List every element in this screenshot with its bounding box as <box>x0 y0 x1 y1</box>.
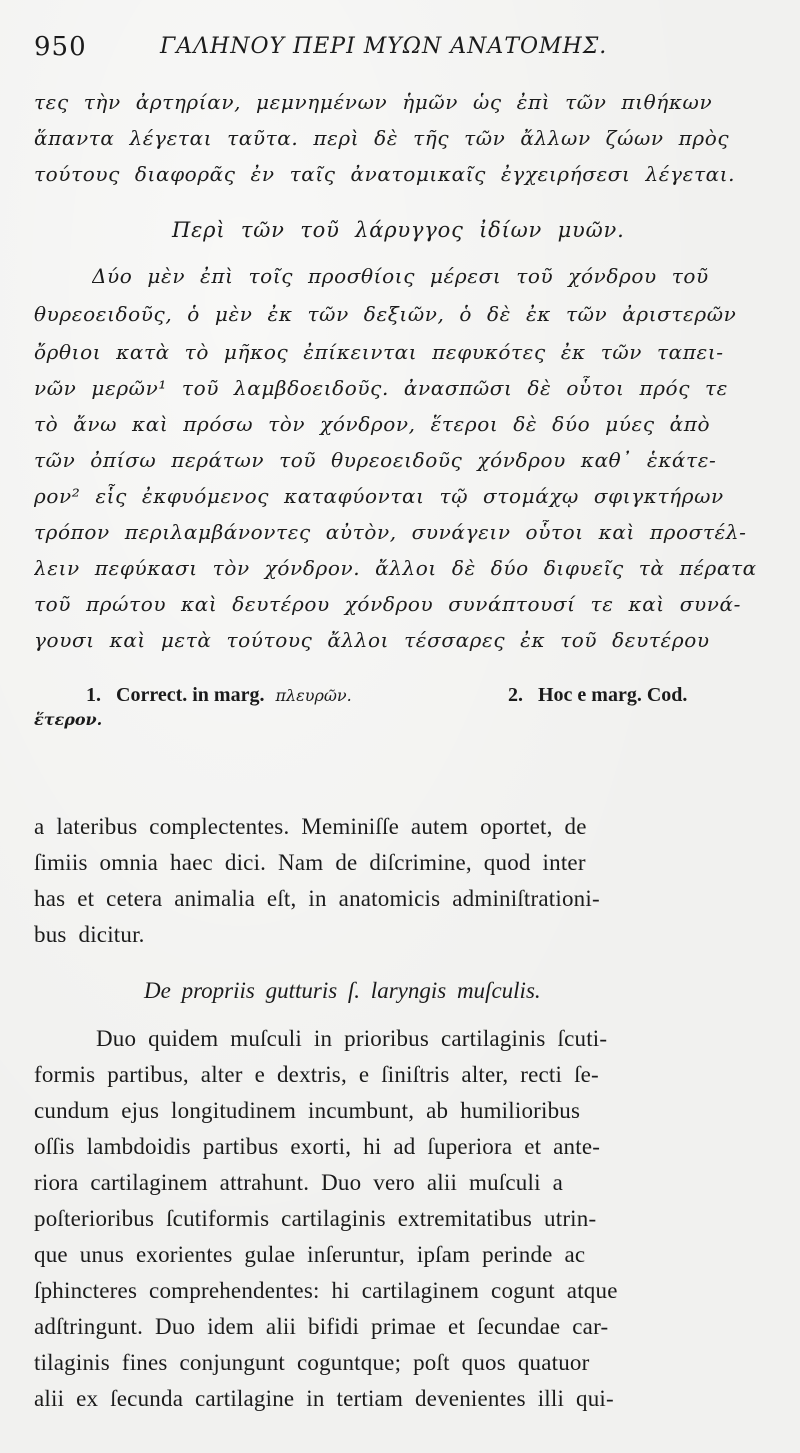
latin-body-line: riora cartilaginem attrahunt. Duo vero alii muſculi a <box>34 1170 564 1195</box>
latin-body-line: formis partibus, alter e dextris, e ſiniſtris alter, recti ſe- <box>34 1062 599 1087</box>
greek-body-line: ρον² εἷς ἐκφυόμενος καταφύονται τῷ στομάχῳ σφιγκτήρων <box>34 484 724 508</box>
greek-intro-line: ἅπαντα λέγεται ταῦτα. περὶ δὲ τῆς τῶν ἄλλων ζώων πρὸς <box>34 126 730 150</box>
footnote-1-greek: πλευρῶν. <box>275 686 352 705</box>
latin-intro-line: ſimiis omnia haec dici. Nam de diſcrimine, quod inter <box>34 850 586 875</box>
latin-body-line: Duo quidem muſculi in prioribus cartilaginis ſcuti- <box>96 1026 608 1051</box>
greek-section-heading: Περὶ τῶν τοῦ λάρυγγος ἰδίων μυῶν. <box>172 218 625 242</box>
footnote-1 <box>86 684 352 707</box>
greek-body-line: τρόπον περιλαμβάνοντες αὐτὸν, συνάγειν οὗτοι καὶ προστέλ- <box>34 520 747 544</box>
greek-body-line: τοῦ πρώτου καὶ δευτέρου χόνδρου συνάπτουσί τε καὶ συνά- <box>34 592 741 616</box>
footnote-2-text: Hoc e marg. Cod. <box>538 684 688 706</box>
latin-body-line: tilaginis fines conjungunt coguntque; poſt quos quatuor <box>34 1350 590 1375</box>
greek-intro-line: τούτους διαφορᾶς ἐν ταῖς ἀνατομικαῖς ἐγχειρήσεσι λέγεται. <box>34 162 736 186</box>
greek-body-line: λειν πεφύκασι τὸν χόνδρον. ἄλλοι δὲ δύο διφυεῖς τὰ πέρατα <box>34 556 757 580</box>
greek-body-line: γουσι καὶ μετὰ τούτους ἄλλοι τέσσαρες ἐκ τοῦ δευτέρου <box>34 628 710 652</box>
latin-section-heading: De propriis gutturis ſ. laryngis muſculis. <box>144 978 541 1003</box>
latin-body-line: adſtringunt. Duo idem alii bifidi primae et ſecundae car- <box>34 1314 609 1339</box>
footnote-1-number: 1. <box>86 684 101 706</box>
greek-intro-line: τες τὴν ἀρτηρίαν, μεμνημένων ἡμῶν ὡς ἐπὶ τῶν πιθήκων <box>34 90 713 114</box>
latin-intro-line: has et cetera animalia eſt, in anatomicis adminiſtrationi- <box>34 886 600 911</box>
greek-body-line: τὸ ἄνω καὶ πρόσω τὸν χόνδρον, ἕτεροι δὲ δύο μύες ἀπὸ <box>34 412 711 436</box>
greek-body-line: νῶν μερῶν¹ τοῦ λαμβδοειδοῦς. ἀνασπῶσι δὲ οὗτοι πρός τε <box>34 376 728 400</box>
page-number: 950 <box>34 32 87 62</box>
latin-body-line: que unus exorientes gulae inſeruntur, ipſam perinde ac <box>34 1242 586 1267</box>
latin-body-line: alii ex ſecunda cartilagine in tertiam devenientes illi qui- <box>34 1386 614 1411</box>
running-title: ΓΑΛΗΝΟΥ ΠΕΡΙ ΜΥΩΝ ΑΝΑΤΟΜΗΣ. <box>160 34 608 59</box>
footnotes <box>34 684 774 734</box>
greek-body-line: τῶν ὀπίσω περάτων τοῦ θυρεοειδοῦς χόνδρου καθ᾽ ἑκάτε- <box>34 448 717 472</box>
greek-body-line: ὄρθιοι κατὰ τὸ μῆκος ἐπίκεινται πεφυκότες ἐκ τῶν ταπει- <box>34 340 724 364</box>
footnote-2 <box>508 684 687 707</box>
latin-body-line: poſterioribus ſcutiformis cartilaginis extremitatibus utrin- <box>34 1206 597 1231</box>
latin-body-line: ſphincteres comprehendentes: hi cartilaginem cogunt atque <box>34 1278 618 1303</box>
greek-body-line: Δύο μὲν ἐπὶ τοῖς προσθίοις μέρεσι τοῦ χόνδρου τοῦ <box>92 264 709 288</box>
latin-body-line: oſſis lambdoidis partibus exorti, hi ad ſuperiora et ante- <box>34 1134 601 1159</box>
page-header <box>34 26 774 66</box>
greek-body-line: θυρεοειδοῦς, ὁ μὲν ἐκ τῶν δεξιῶν, ὁ δὲ ἐκ τῶν ἀριστερῶν <box>34 302 737 326</box>
footnote-2-number: 2. <box>508 684 523 706</box>
latin-body-line: cundum ejus longitudinem incumbunt, ab humilioribus <box>34 1098 581 1123</box>
latin-intro-line: bus dicitur. <box>34 922 145 947</box>
footnote-1-text: Correct. in marg. <box>116 684 265 706</box>
footnote-2-continuation: ἕτερον. <box>34 710 103 729</box>
latin-intro-line: a lateribus complectentes. Meminiſſe autem oportet, de <box>34 814 587 839</box>
